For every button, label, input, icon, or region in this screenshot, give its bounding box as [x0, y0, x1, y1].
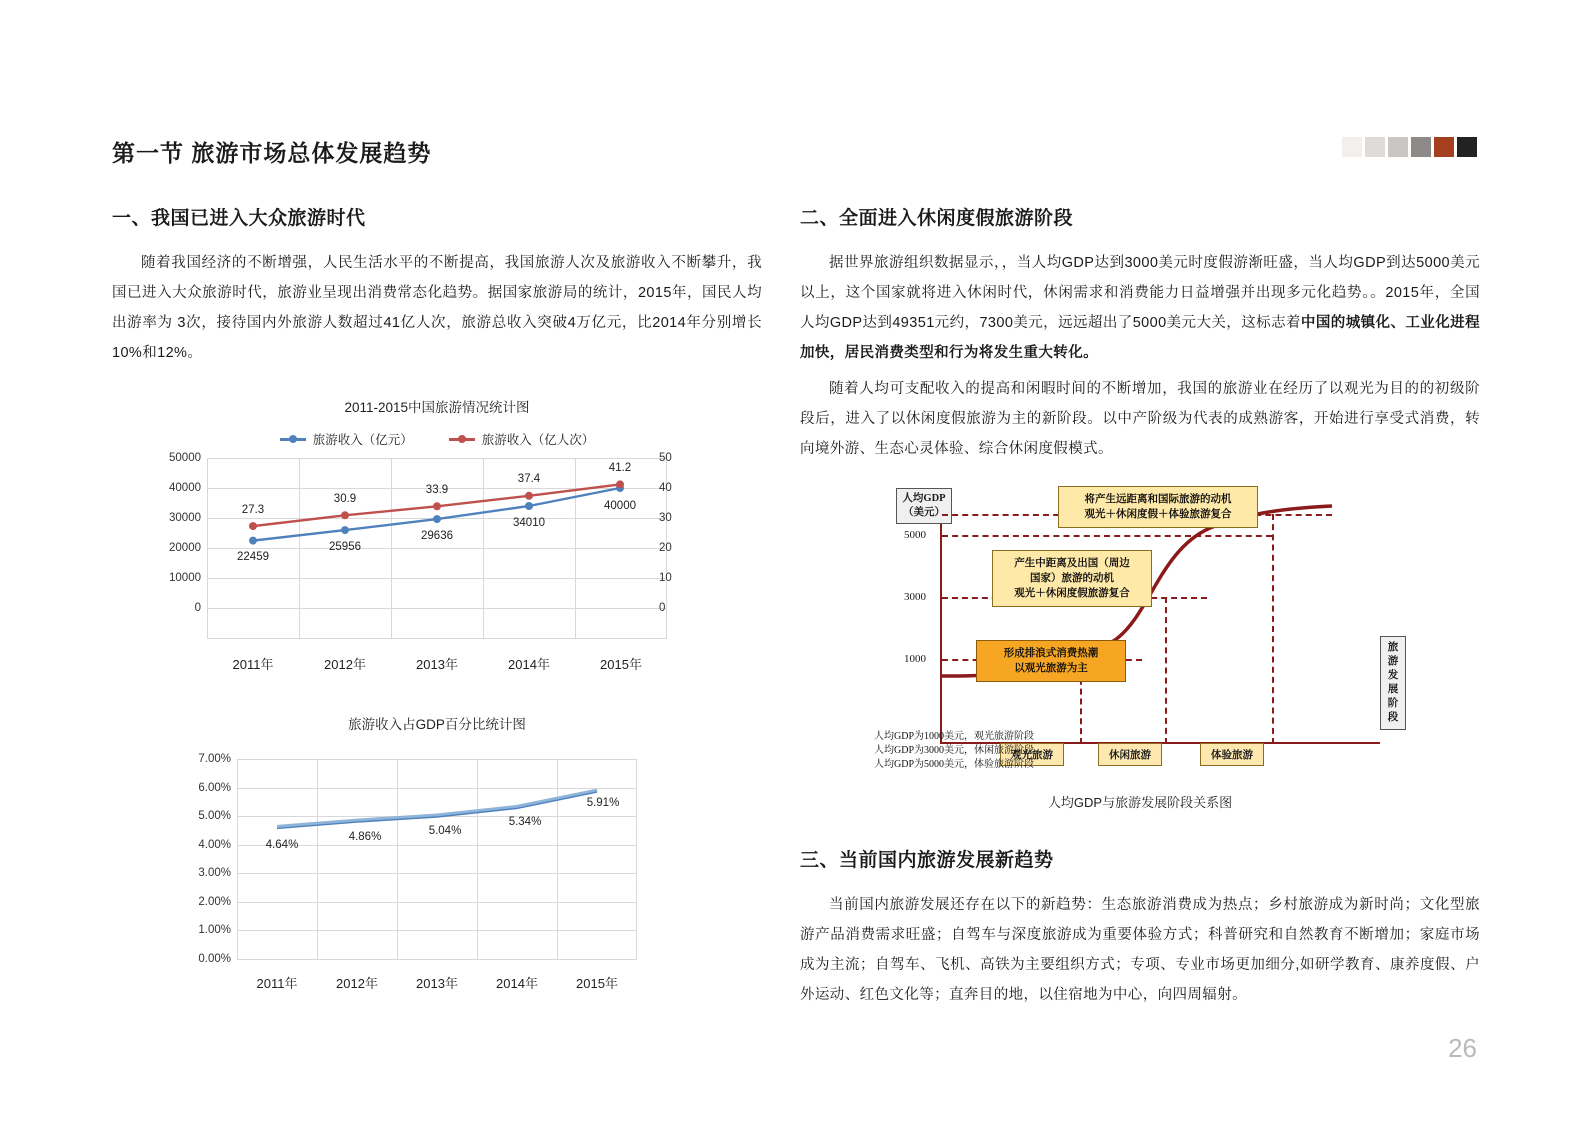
y-tick: 20000 — [169, 542, 201, 554]
swatch-6 — [1457, 137, 1477, 157]
y-tick: 50 — [659, 452, 672, 464]
legend-label-revenue: 旅游收入（亿元） — [312, 433, 413, 447]
right-column — [800, 203, 1480, 1016]
diagram-gdp-stage — [874, 480, 1400, 780]
page-title: 第一节 旅游市场总体发展趋势 — [112, 140, 432, 166]
data-label: 4.64% — [265, 839, 299, 851]
x-tick: 2011年 — [232, 657, 274, 672]
x-tick: 2012年 — [324, 657, 366, 672]
note-3: 人均GDP为5000美元，体验旅游阶段 — [874, 759, 1035, 770]
stage-leisure: 休闲旅游 — [1098, 743, 1162, 766]
data-label: 22459 — [237, 551, 269, 563]
heading-3: 三、当前国内旅游发展新趋势 — [800, 850, 1054, 871]
y-tick-5000: 5000 — [904, 529, 926, 541]
callout-top-line2: 观光＋休闲度假＋体验旅游复合 — [1084, 509, 1232, 520]
chart-1-legend — [112, 430, 762, 448]
data-label: 30.9 — [333, 493, 357, 505]
data-label: 34010 — [513, 517, 545, 529]
data-label: 5.34% — [508, 816, 542, 828]
color-swatch-strip — [1342, 137, 1477, 157]
x-tick: 2015年 — [576, 976, 618, 991]
y-tick: 10000 — [169, 572, 201, 584]
paragraph-2a-text: 据世界旅游组织数据显示，，当人均GDP达到3000美元时度假游渐旺盛，当人均GDP到达5000美元以上，这个国家就将进入休闲时代，休闲需求和消费能力日益增强并出现多元化趋势。。2015年，全国人均GDP达到49351元约，7300美元，远远超出了5000美元大关，这标志着 — [800, 255, 1480, 331]
callout-middle-line3: 观光＋休闲度假旅游复合 — [1014, 588, 1130, 599]
y-tick: 20 — [659, 542, 672, 554]
note-1: 人均GDP为1000美元，观光旅游阶段 — [874, 731, 1035, 742]
heading-1: 一、我国已进入大众旅游时代 — [112, 208, 366, 229]
legend-item-visits — [449, 430, 595, 448]
y-tick: 4.00% — [198, 838, 231, 851]
x-tick: 2011年 — [256, 976, 298, 991]
legend-item-revenue — [280, 430, 413, 448]
y-tick: 3.00% — [198, 867, 231, 880]
callout-top — [1058, 486, 1258, 528]
y-tick: 10 — [659, 572, 672, 584]
x-axis-label-line1: 旅游发 — [1387, 642, 1399, 681]
swatch-5 — [1434, 137, 1454, 157]
x-tick: 2012年 — [336, 976, 378, 991]
y-tick: 0 — [194, 602, 201, 614]
diagram-notes — [874, 730, 1034, 772]
y-tick-1000: 1000 — [904, 653, 926, 665]
y-tick: 1.00% — [198, 924, 231, 937]
paragraph-1: 随着我国经济的不断增强，人民生活水平的不断提高，我国旅游人次及旅游收入不断攀升，我国已进入大众旅游时代，旅游业呈现出消费常态化趋势。据国家旅游局的统计，2015年，国民人均出游率为 3次，接待国内外旅游人数超过41亿人次，旅游总收入突破4万亿元，比2014年分别增长10%和12%。 — [112, 255, 762, 361]
y-tick: 5.00% — [198, 810, 231, 823]
y-tick: 40 — [659, 482, 672, 494]
x-tick: 2013年 — [416, 657, 458, 672]
callout-middle-line2: 国家）旅游的动机 — [1030, 573, 1114, 584]
x-tick: 2014年 — [508, 657, 550, 672]
data-label: 40000 — [604, 500, 636, 512]
y-tick: 7.00% — [198, 753, 231, 765]
y-tick: 30 — [659, 512, 672, 524]
x-tick: 2015年 — [600, 657, 642, 672]
legend-label-visits: 旅游收入（亿人次） — [481, 433, 595, 447]
y-axis-label-line2: （美元） — [903, 507, 945, 518]
stage-experience: 体验旅游 — [1200, 743, 1264, 766]
legend-line-blue — [280, 438, 306, 441]
x-tick: 2014年 — [496, 976, 538, 991]
left-column — [112, 203, 762, 991]
callout-bottom — [976, 640, 1126, 682]
stage-sightseeing: 观光旅游 — [1000, 743, 1064, 766]
data-label: 25956 — [329, 541, 361, 553]
heading-2: 二、全面进入休闲度假旅游阶段 — [800, 208, 1074, 229]
chart-2-series-line — [237, 759, 637, 969]
swatch-2 — [1365, 137, 1385, 157]
y-axis-label-line1: 人均GDP — [902, 493, 946, 504]
swatch-3 — [1388, 137, 1408, 157]
x-axis-label-line2: 展阶段 — [1387, 684, 1399, 723]
data-label: 5.91% — [586, 797, 620, 809]
data-label: 41.2 — [608, 462, 632, 474]
paragraph-3: 当前国内旅游发展还存在以下的新趋势：生态旅游消费成为热点；乡村旅游成为新时尚；文化型旅游产品消费需求旺盛；自驾车与深度旅游成为重要体验方式；科普研究和自然教育不断增加；家庭市场成为主流；自驾车、飞机、高铁为主要组织方式；专项、专业市场更加细分,如研学教育、康养度假、户外运动、红色文化等；直奔目的地，以住宿地为中心，向四周辐射。 — [800, 897, 1480, 1003]
data-label: 37.4 — [517, 473, 541, 485]
paragraph-2a — [800, 248, 1480, 368]
callout-bottom-line2: 以观光旅游为主 — [1014, 663, 1088, 674]
callout-middle — [992, 550, 1152, 607]
page-number: 26 — [1448, 1033, 1477, 1063]
data-label: 5.04% — [428, 825, 462, 837]
chart-2-title: 旅游收入占GDP百分比统计图 — [348, 717, 526, 732]
diagram-caption: 人均GDP与旅游发展阶段关系图 — [1047, 795, 1233, 810]
y-tick: 6.00% — [198, 781, 231, 794]
y-tick: 50000 — [169, 452, 201, 464]
data-label: 4.86% — [348, 831, 382, 843]
data-label: 33.9 — [425, 484, 449, 496]
data-label: 27.3 — [241, 504, 265, 516]
chart-1-y-axis-left — [151, 452, 207, 638]
chart-1-title: 2011-2015中国旅游情况统计图 — [344, 400, 530, 415]
paragraph-2b: 随着人均可支配收入的提高和闲暇时间的不断增加，我国的旅游业在经历了以观光为目的的初级阶段后，进入了以休闲度假旅游为主的新阶段。以中产阶级为代表的成熟游客，开始进行享受式消费，转向境外游、生态心灵体验、综合休闲度假模式。 — [800, 381, 1480, 457]
legend-line-red — [449, 438, 475, 441]
chart-2-plot — [198, 753, 637, 991]
note-2: 人均GDP为3000美元，休闲旅游阶段 — [874, 745, 1035, 756]
y-tick: 2.00% — [198, 895, 231, 908]
chart-2-y-axis — [175, 753, 237, 965]
y-tick: 0.00% — [198, 953, 231, 965]
paragraph-2a-bold: 中国的城镇化、工业化进程加快，居民消费类型和行为将发生重大转化。 — [800, 315, 1480, 361]
swatch-1 — [1342, 137, 1362, 157]
x-tick: 2013年 — [416, 976, 458, 991]
callout-middle-line1: 产生中距离及出国（周边 — [1014, 558, 1130, 569]
callout-bottom-line1: 形成排浪式消费热潮 — [1003, 648, 1099, 659]
chart-2-x-axis — [237, 973, 637, 992]
y-tick-3000: 3000 — [904, 591, 926, 603]
y-tick: 0 — [659, 602, 666, 614]
callout-top-line1: 将产生远距离和国际旅游的动机 — [1084, 494, 1232, 505]
chart-gdp-share — [112, 713, 762, 991]
swatch-4 — [1411, 137, 1431, 157]
chart-1-plot — [169, 452, 672, 672]
chart-1-x-axis — [207, 654, 667, 673]
y-tick: 40000 — [169, 482, 201, 494]
data-label: 29636 — [421, 530, 453, 542]
y-tick: 30000 — [169, 512, 201, 524]
chart-tourism-stats — [112, 396, 762, 672]
